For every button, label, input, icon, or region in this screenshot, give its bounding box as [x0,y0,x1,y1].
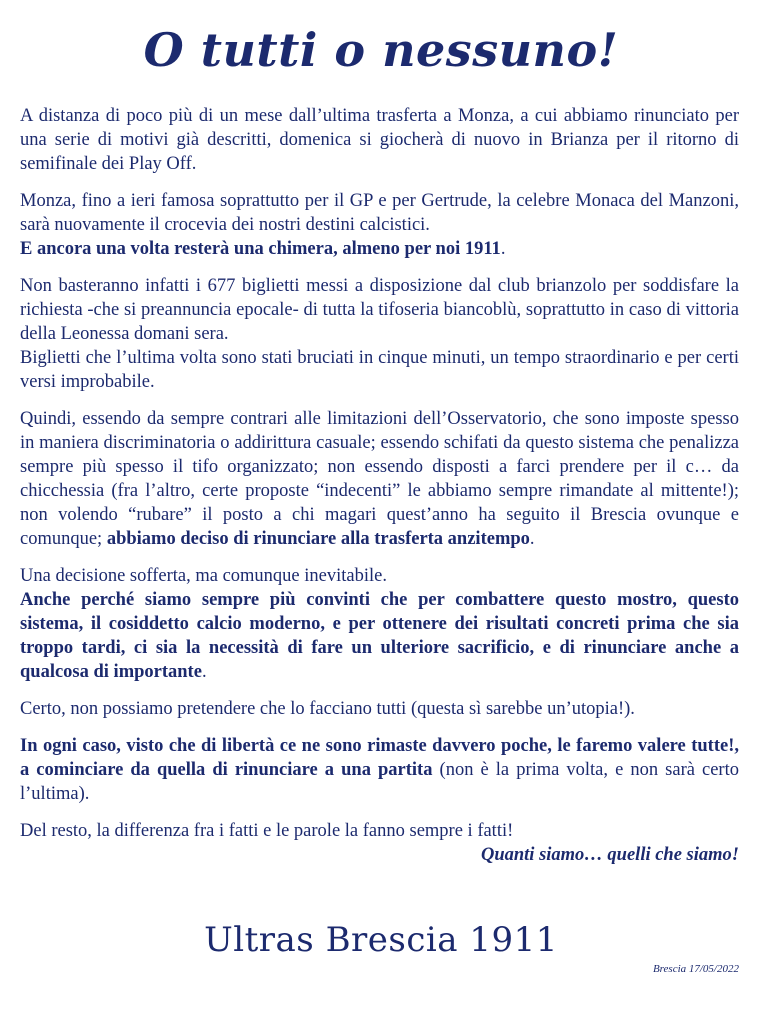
paragraph-1: A distanza di poco più di un mese dall’ultima trasferta a Monza, a cui abbiamo rinunciato per una serie di motivi già descritti, domenica si giocherà di nuovo in Brianza per il ritorno di semifinale dei Play Off. [20,106,739,174]
bold-freedom: In ogni caso, visto che di libertà ce ne sono rimaste davvero poche, le faremo valere tutte!, a cominciare da quella di rinunciare a una partita [20,736,739,780]
paragraph-3: Non basteranno infatti i 677 biglietti messi a disposizione dal club brianzolo per soddisfare la richiesta -che si preannuncia epocale- di tutta la tifoseria biancoblù, soprattutto in caso di vittoria della Leonessa domani sera. Biglietti che l’ultima volta sono stati bruciati in cinque minuti, un tempo straordinario e per certi versi improbabile. [20,276,739,392]
signature-title: Ultras Brescia 1911 [204,920,558,960]
body-text [20,104,739,880]
paragraph-6: Certo, non possiamo pretendere che lo facciano tutti (questa sì sarebbe un’utopia!). [20,699,635,719]
paragraph-4: Quindi, essendo da sempre contrari alle limitazioni dell’Osservatorio, che sono imposte spesso in maniera discriminatoria o addirittura casuale; essendo schifati da questo sistema che penalizza sempre più spesso il tifo organizzato; non essendo disposti a farci prendere per il c… da chicchessia (fra l’altro, certe proposte “indecenti” le abbiamo sempre rimandate al mittente!); non volendo “rubare” il posto a chi magari quest’anno ha seguito il Brescia ovunque e comunque; abbiamo deciso di rinunciare alla trasferta anzitempo. [20,409,739,549]
paragraph-7: In ogni caso, visto che di libertà ce ne sono rimaste davvero poche, le faremo valere tutte!, a cominciare da quella di rinunciare a una partita (non è la prima volta, e non sarà certo l’ultima). [20,736,739,804]
paragraph-2: Monza, fino a ieri famosa soprattutto per il GP e per Gertrude, la celebre Monaca del Manzoni, sarà nuovamente il crocevia dei nostri destini calcistici. E ancora una volta resterà una chimera, almeno per noi 1911. [20,191,739,259]
paragraph-8: Del resto, la differenza fra i fatti e le parole la fanno sempre i fatti! Quanti siamo… quelli che siamo! [20,821,739,865]
bold-statement: E ancora una volta resterà una chimera, almeno per noi 1911 [20,239,501,259]
signoff: Quanti siamo… quelli che siamo! [480,845,739,865]
paragraph-5: Una decisione sofferta, ma comunque inevitabile. Anche perché siamo sempre più convinti che per combattere questo mostro, questo sistema, il cosiddetto calcio moderno, e per ottenere dei risultati concreti prima che sia troppo tardi, ci sia la necessità di fare un ulteriore sacrificio, e di rinunciare anche a qualcosa di importante. [20,566,739,682]
date-line: Brescia 17/05/2022 [652,963,739,975]
page-title: O tutti o nessuno! [143,23,619,77]
bold-reason: Anche perché siamo sempre più convinti che per combattere questo mostro, questo sistema, il cosiddetto calcio moderno, e per ottenere dei risultati concreti prima che sia troppo tardi, ci sia la necessità di fare un ulteriore sacrificio, e di rinunciare anche a qualcosa di importante [20,590,739,682]
bold-decision: abbiamo deciso di rinunciare alla trasferta anzitempo [106,529,530,549]
